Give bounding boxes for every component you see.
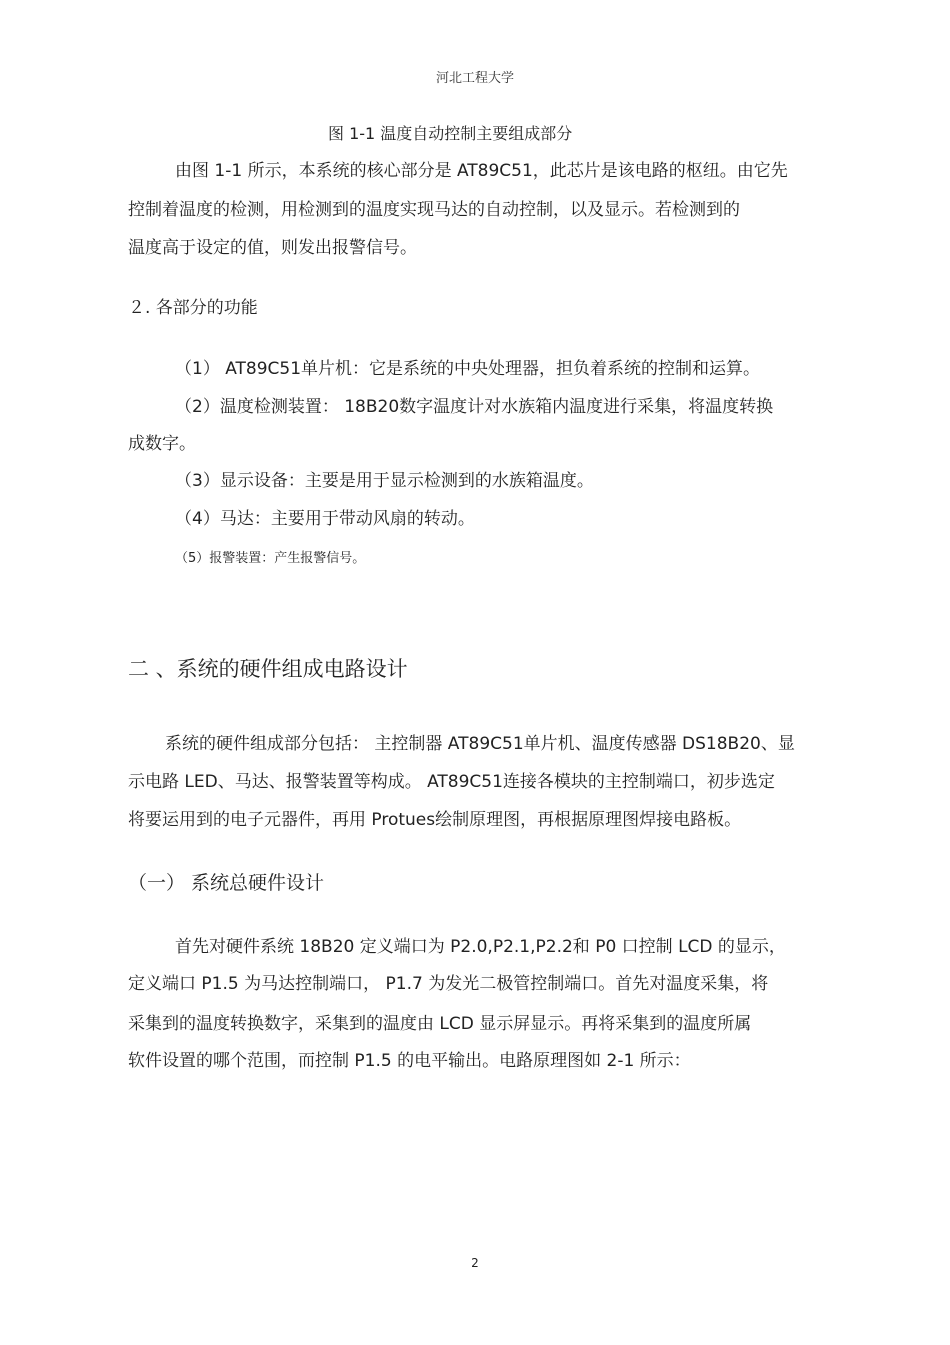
paragraph-line: 采集到的温度转换数字，采集到的温度由 LCD 显示屏显示。再将采集到的温度所属 [128,1014,752,1034]
running-header: 河北工程大学 [435,71,514,86]
paragraph-line: 定义端口 P1.5 为马达控制端口， P1.7 为发光二极管控制端口。首先对温度采集，将 [128,974,769,994]
section-heading: ２. 各部分的功能 [128,298,258,318]
page-number: 2 [471,1256,479,1270]
paragraph-line: 控制着温度的检测，用检测到的温度实现马达的自动控制，以及显示。若检测到的 [128,200,740,220]
paragraph-line: 系统的硬件组成部分包括： 主控制器 AT89C51单片机、温度传感器 DS18B20、显 [165,734,795,754]
chapter-heading: 二 、系统的硬件组成电路设计 [128,657,408,681]
paragraph-line: 由图 1-1 所示，本系统的核心部分是 AT89C51，此芯片是该电路的枢纽。由它先 [175,161,788,181]
function-item: （3）显示设备：主要是用于显示检测到的水族箱温度。 [175,471,594,491]
paragraph-line: 将要运用到的电子元器件，再用 Protues绘制原理图，再根据原理图焊接电路板。 [128,810,742,830]
function-item: （4）马达：主要用于带动风扇的转动。 [175,509,475,529]
function-item: 成数字。 [128,434,196,454]
paragraph-line: 软件设置的哪个范围，而控制 P1.5 的电平输出。电路原理图如 2-1 所示： [128,1051,691,1071]
paragraph-line: 首先对硬件系统 18B20 定义端口为 P2.0,P2.1,P2.2和 P0 口控制 LCD 的显示， [175,937,786,957]
paragraph-line: 示电路 LED、马达、报警装置等构成。 AT89C51连接各模块的主控制端口，初步选定 [128,772,775,792]
function-item: （1） AT89C51单片机：它是系统的中央处理器，担负着系统的控制和运算。 [175,359,761,379]
function-item: （5）报警装置：产生报警信号。 [175,551,366,566]
subsection-heading: （一） 系统总硬件设计 [128,872,325,894]
function-item: （2）温度检测装置： 18B20数字温度计对水族箱内温度进行采集，将温度转换 [175,397,774,417]
figure-caption: 图 1-1 温度自动控制主要组成部分 [328,124,573,143]
paragraph-line: 温度高于设定的值，则发出报警信号。 [128,238,417,258]
